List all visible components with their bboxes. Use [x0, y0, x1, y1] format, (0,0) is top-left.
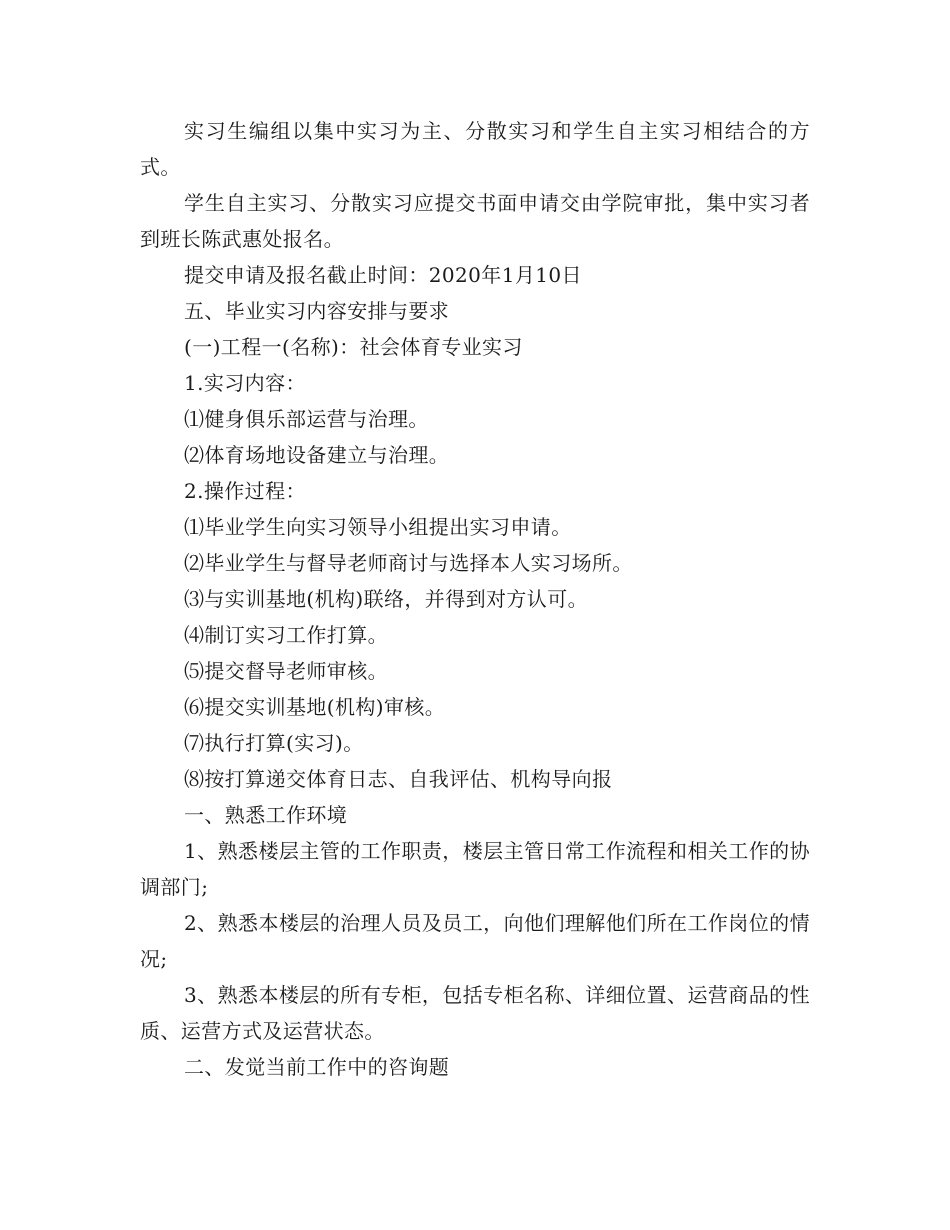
- section-heading-content-arrangement: 五、毕业实习内容安排与要求: [184, 299, 450, 323]
- paragraph-floor-staff: 2、熟悉本楼层的治理人员及员工，向他们理解他们所在工作岗位的情况;: [140, 911, 810, 971]
- paragraph-application-approval: 学生自主实习、分散实习应提交书面申请交由学院审批，集中实习者到班长陈武惠处报名。: [140, 191, 810, 251]
- paragraph-deadline: 提交申请及报名截止时间：2020年1月10日: [184, 263, 582, 287]
- section-heading-current-issues: 二、发觉当前工作中的咨询题: [184, 1055, 450, 1079]
- subheading-internship-content: 1.实习内容：: [184, 371, 306, 395]
- paragraph-internship-grouping: 实习生编组以集中实习为主、分散实习和学生自主实习相结合的方式。: [140, 119, 810, 179]
- list-item: ⑵体育场地设备建立与治理。: [184, 443, 450, 467]
- list-item: ⑴健身俱乐部运营与治理。: [184, 407, 429, 431]
- paragraph-floor-counters: 3、熟悉本楼层的所有专柜，包括专柜名称、详细位置、运营商品的性质、运营方式及运营状态。: [140, 983, 810, 1043]
- list-item: ⑸提交督导老师审核。: [184, 659, 388, 683]
- list-item: ⑶与实训基地(机构)联络，并得到对方认可。: [184, 587, 589, 611]
- subheading-operation-process: 2.操作过程：: [184, 479, 306, 503]
- list-item: ⑻按打算递交体育日志、自我评估、机构导向报: [184, 767, 613, 791]
- list-item: ⑴毕业学生向实习领导小组提出实习申请。: [184, 515, 572, 539]
- list-item: ⑵毕业学生与督导老师商讨与选择本人实习场所。: [184, 551, 633, 575]
- paragraph-floor-supervisor: 1、熟悉楼层主管的工作职责，楼层主管日常工作流程和相关工作的协调部门;: [140, 839, 810, 899]
- list-item: ⑷制订实习工作打算。: [184, 623, 388, 647]
- document-body: [140, 113, 810, 1085]
- section-heading-work-environment: 一、熟悉工作环境: [184, 803, 348, 827]
- list-item: ⑹提交实训基地(机构)审核。: [184, 695, 446, 719]
- list-item: ⑺执行打算(实习)。: [184, 731, 364, 755]
- project-heading: (一)工程一(名称)：社会体育专业实习: [184, 335, 523, 359]
